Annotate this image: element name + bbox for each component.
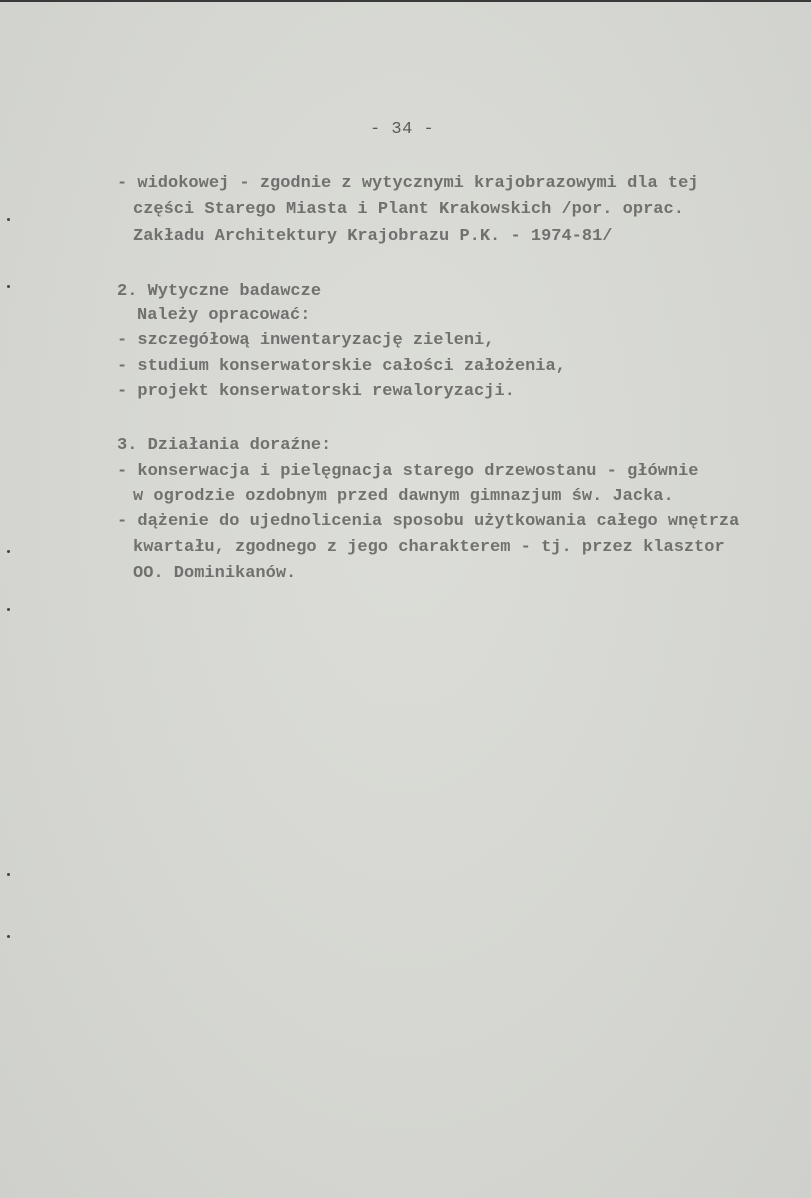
list-item: - studium konserwatorskie całości założenia, bbox=[117, 357, 566, 376]
page-number: - 34 - bbox=[370, 120, 435, 139]
list-item: - konserwacja i pielęgnacja starego drzewostanu - głównie bbox=[117, 462, 699, 481]
text-line: Należy opracować: bbox=[137, 306, 311, 325]
scan-speck bbox=[7, 608, 10, 611]
scan-speck bbox=[7, 218, 10, 221]
scan-speck bbox=[7, 935, 10, 938]
text-line: - widokowej - zgodnie z wytycznymi krajobrazowymi dla tej bbox=[117, 174, 699, 193]
list-item: - szczegółową inwentaryzację zieleni, bbox=[117, 331, 495, 350]
text-line: Zakładu Architektury Krajobrazu P.K. - 1974-81/ bbox=[133, 227, 613, 246]
scan-speck bbox=[7, 873, 10, 876]
list-item: - dążenie do ujednolicenia sposobu użytkowania całego wnętrza bbox=[117, 512, 740, 531]
scan-speck bbox=[7, 285, 10, 288]
text-line: części Starego Miasta i Plant Krakowskich /por. oprac. bbox=[133, 200, 684, 219]
text-line: w ogrodzie ozdobnym przed dawnym gimnazjum św. Jacka. bbox=[133, 487, 674, 506]
section-heading: 3. Działania doraźne: bbox=[117, 436, 332, 455]
scan-speck bbox=[7, 550, 10, 553]
list-item: - projekt konserwatorski rewaloryzacji. bbox=[117, 382, 515, 401]
text-line: kwartału, zgodnego z jego charakterem - tj. przez klasztor bbox=[133, 538, 725, 557]
scan-top-edge bbox=[0, 0, 811, 2]
section-heading: 2. Wytyczne badawcze bbox=[117, 282, 322, 301]
text-line: OO. Dominikanów. bbox=[133, 564, 297, 583]
